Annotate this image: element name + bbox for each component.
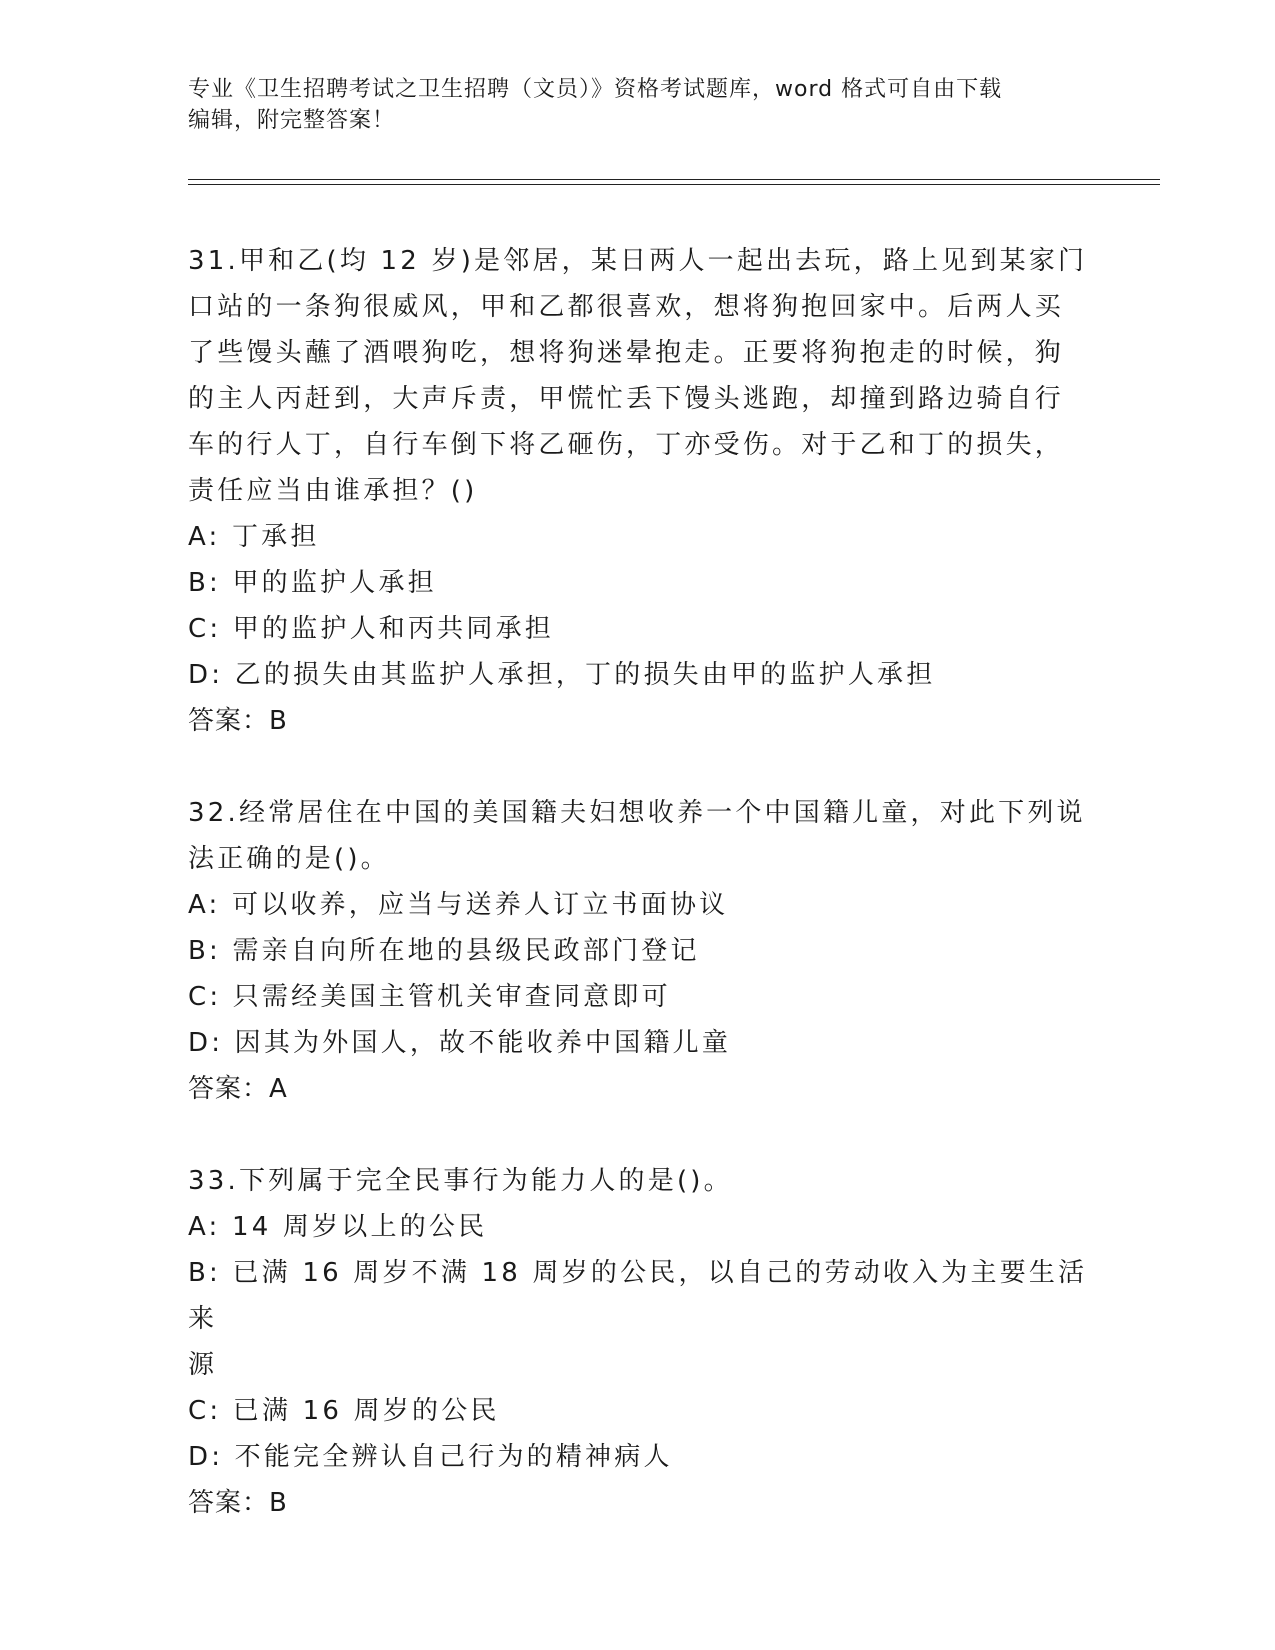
question-stem-line: 32.经常居住在中国的美国籍夫妇想收养一个中国籍儿童，对此下列说 bbox=[188, 798, 1086, 828]
option-d: D: 乙的损失由其监护人承担，丁的损失由甲的监护人承担 bbox=[188, 660, 936, 690]
answer: 答案：B bbox=[188, 706, 288, 736]
option-d: D: 不能完全辨认自己行为的精神病人 bbox=[188, 1442, 673, 1472]
question-stem-line: 法正确的是()。 bbox=[188, 844, 390, 874]
question-stem-line: 车的行人丁，自行车倒下将乙砸伤，丁亦受伤。对于乙和丁的损失， bbox=[188, 430, 1065, 460]
question-stem-line: 33.下列属于完全民事行为能力人的是()。 bbox=[188, 1166, 733, 1196]
option-b-continued: 源 bbox=[188, 1350, 218, 1380]
answer: 答案：B bbox=[188, 1488, 288, 1518]
header-line-1: 专业《卫生招聘考试之卫生招聘（文员）》资格考试题库，word 格式可自由下载 bbox=[188, 77, 1003, 102]
question-31 bbox=[188, 238, 1088, 744]
question-stem-line: 了些馒头蘸了酒喂狗吃，想将狗迷晕抱走。正要将狗抱走的时候，狗 bbox=[188, 338, 1065, 368]
question-stem-line: 的主人丙赶到，大声斥责，甲慌忙丢下馒头逃跑，却撞到路边骑自行 bbox=[188, 384, 1065, 414]
question-stem-line: 31.甲和乙(均 12 岁)是邻居，某日两人一起出去玩，路上见到某家门 bbox=[188, 246, 1088, 276]
header-line-2: 编辑，附完整答案！ bbox=[188, 108, 396, 133]
answer: 答案：A bbox=[188, 1074, 288, 1104]
question-stem-line: 责任应当由谁承担？() bbox=[188, 476, 478, 506]
header-divider-bottom bbox=[188, 184, 1160, 185]
option-c: C: 甲的监护人和丙共同承担 bbox=[188, 614, 554, 644]
option-b: B: 已满 16 周岁不满 18 周岁的公民，以自己的劳动收入为主要生活来 bbox=[188, 1258, 1088, 1334]
option-b: B: 需亲自向所在地的县级民政部门登记 bbox=[188, 936, 700, 966]
question-list bbox=[188, 238, 1088, 1572]
option-a: A: 可以收养，应当与送养人订立书面协议 bbox=[188, 890, 729, 920]
question-stem-line: 口站的一条狗很威风，甲和乙都很喜欢，想将狗抱回家中。后两人买 bbox=[188, 292, 1065, 322]
option-b: B: 甲的监护人承担 bbox=[188, 568, 437, 598]
option-c: C: 只需经美国主管机关审查同意即可 bbox=[188, 982, 671, 1012]
question-33 bbox=[188, 1158, 1088, 1526]
option-a: A: 14 周岁以上的公民 bbox=[188, 1212, 488, 1242]
option-c: C: 已满 16 周岁的公民 bbox=[188, 1396, 500, 1426]
question-32 bbox=[188, 790, 1088, 1112]
document-header bbox=[188, 74, 1088, 136]
option-d: D: 因其为外国人，故不能收养中国籍儿童 bbox=[188, 1028, 732, 1058]
option-a: A: 丁承担 bbox=[188, 522, 320, 552]
header-divider-top bbox=[188, 179, 1160, 180]
